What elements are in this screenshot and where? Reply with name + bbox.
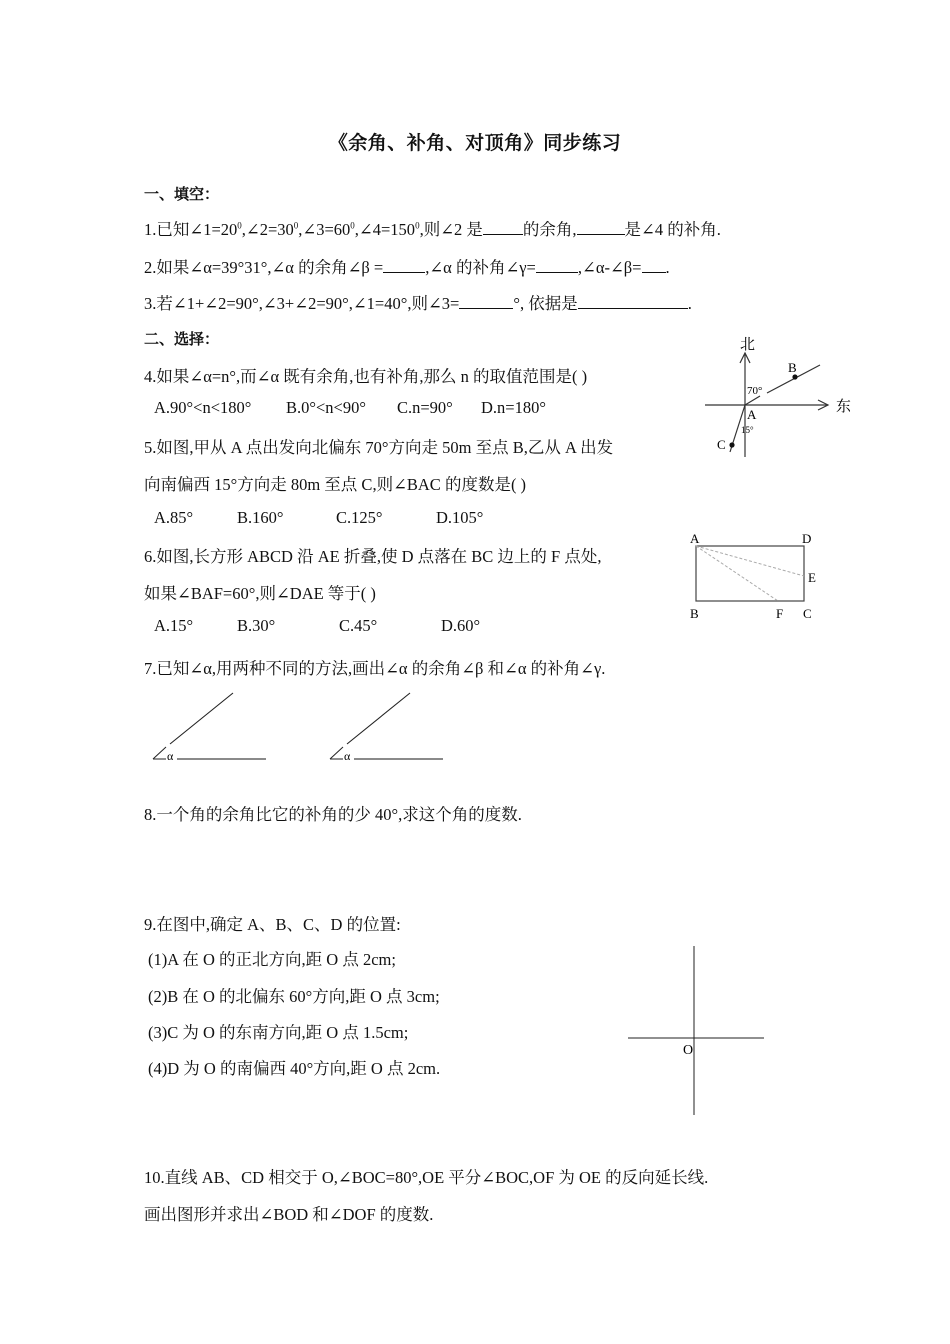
q3-text: °, 依据是 [513, 294, 578, 313]
answer-blank[interactable] [642, 258, 666, 273]
answer-blank[interactable] [483, 220, 523, 235]
answer-blank[interactable] [459, 294, 513, 309]
label-b: B [788, 360, 797, 375]
question-5-line1: 5.如图,甲从 A 点出发向北偏东 70°方向走 50m 至点 B,乙从 A 出发 [144, 438, 614, 457]
label-b: B [690, 606, 699, 621]
label-c: C [717, 437, 726, 452]
label-alpha: α [344, 749, 351, 763]
q1-text: 的余角, [522, 220, 577, 239]
q6-option-b[interactable]: B.30° [237, 616, 276, 635]
compass-figure [690, 325, 870, 460]
question-2 [144, 254, 670, 278]
question-10-line2: 画出图形并求出∠BOD 和∠DOF 的度数. [144, 1205, 434, 1224]
question-10-line1: 10.直线 AB、CD 相交于 O,∠BOC=80°,OE 平分∠BOC,OF 为 OE 的反向延长线. [144, 1168, 709, 1187]
angle-alpha-figure-1 [153, 693, 266, 763]
q1-text: 1.已知∠1=20 [144, 220, 238, 239]
section-heading-multiple-choice: 二、选择： [144, 330, 220, 348]
answer-blank[interactable] [536, 258, 578, 273]
question-9: 9.在图中,确定 A、B、C、D 的位置: [144, 915, 401, 934]
page-title: 《余角、补角、对顶角》同步练习 [328, 132, 622, 154]
q5-option-c[interactable]: C.125° [336, 508, 383, 527]
label-angle-70: 70° [747, 385, 763, 397]
label-c: C [803, 606, 812, 621]
q5-option-d[interactable]: D.105° [436, 508, 484, 527]
label-north: 北 [740, 337, 756, 353]
rectangle-fold-figure [680, 525, 830, 625]
q3-text: 3.若∠1+∠2=90°,∠3+∠2=90°,∠1=40°,则∠3= [144, 294, 460, 313]
angle-alpha-figure-2 [330, 693, 443, 763]
label-d: D [802, 531, 812, 546]
label-alpha: α [167, 749, 174, 763]
q2-text: . [665, 258, 670, 277]
q9-item-2: (2)B 在 O 的北偏东 60°方向,距 O 点 3cm; [148, 987, 440, 1006]
answer-blank[interactable] [577, 220, 625, 235]
question-5-line2: 向南偏西 15°方向走 80m 至点 C,则∠BAC 的度数是( ) [144, 475, 527, 494]
superscript: 0 [350, 220, 355, 231]
superscript: 0 [293, 220, 299, 231]
label-a: A [747, 407, 757, 422]
question-6-line1: 6.如图,长方形 ABCD 沿 AE 折叠,使 D 点落在 BC 边上的 F 点处, [144, 547, 602, 566]
label-f: F [776, 606, 784, 621]
q5-option-b[interactable]: B.160° [237, 508, 284, 527]
question-8: 8.一个角的余角比它的补角的少 40°,求这个角的度数. [144, 805, 522, 824]
q9-item-3: (3)C 为 O 的东南方向,距 O 点 1.5cm; [148, 1023, 409, 1042]
rectangle-abcd [696, 546, 804, 601]
answer-blank[interactable] [383, 258, 425, 273]
superscript: 0 [415, 220, 420, 231]
label-a: A [690, 531, 700, 546]
question-6-line2: 如果∠BAF=60°,则∠DAE 等于( ) [144, 584, 376, 603]
answer-blank[interactable] [578, 294, 688, 309]
q9-item-4: (4)D 为 O 的南偏西 40°方向,距 O 点 2cm. [148, 1059, 441, 1078]
line-af [696, 546, 778, 601]
question-1 [144, 216, 721, 240]
label-angle-15: 15° [741, 425, 754, 435]
question-3 [144, 290, 692, 314]
label-origin: O [683, 1043, 694, 1058]
q1-text: ,则∠2 是 [419, 220, 483, 239]
q6-option-c[interactable]: C.45° [339, 616, 378, 635]
q2-text: 2.如果∠α=39°31°,∠α 的余角∠β = [144, 258, 384, 277]
question-7: 7.已知∠α,用两种不同的方法,画出∠α 的余角∠β 和∠α 的补角∠γ. [144, 659, 606, 678]
superscript: 0 [237, 220, 242, 231]
q4-option-a[interactable]: A.90°<n<180° [154, 398, 252, 417]
q2-text: ,∠α 的补角∠γ= [425, 258, 536, 277]
q1-text: ,∠2=30 [241, 220, 294, 239]
q1-text: ,∠4=150 [354, 220, 416, 239]
q6-option-a[interactable]: A.15° [154, 616, 194, 635]
q9-item-1: (1)A 在 O 的正北方向,距 O 点 2cm; [148, 950, 396, 969]
q5-option-a[interactable]: A.85° [154, 508, 194, 527]
q1-text: ,∠3=60 [298, 220, 351, 239]
q6-option-d[interactable]: D.60° [441, 616, 481, 635]
point-c [729, 442, 734, 447]
q1-text: 是∠4 的补角. [624, 220, 721, 239]
coordinate-cross-figure [610, 935, 780, 1125]
q4-option-b[interactable]: B.0°<n<90° [286, 398, 366, 417]
question-4: 4.如果∠α=n°,而∠α 既有余角,也有补角,那么 n 的取值范围是( ) [144, 367, 588, 386]
q2-text: ,∠α-∠β= [577, 258, 642, 277]
q3-text: . [687, 294, 692, 313]
label-east: 东 [836, 399, 852, 415]
label-e: E [808, 570, 816, 585]
q4-option-c[interactable]: C.n=90° [397, 398, 453, 417]
q4-option-d[interactable]: D.n=180° [481, 398, 546, 417]
angle-alpha-figures [140, 680, 460, 770]
section-heading-fill-blank: 一、填空： [144, 185, 220, 203]
point-b [792, 374, 797, 379]
fold-line-ae [696, 546, 804, 576]
